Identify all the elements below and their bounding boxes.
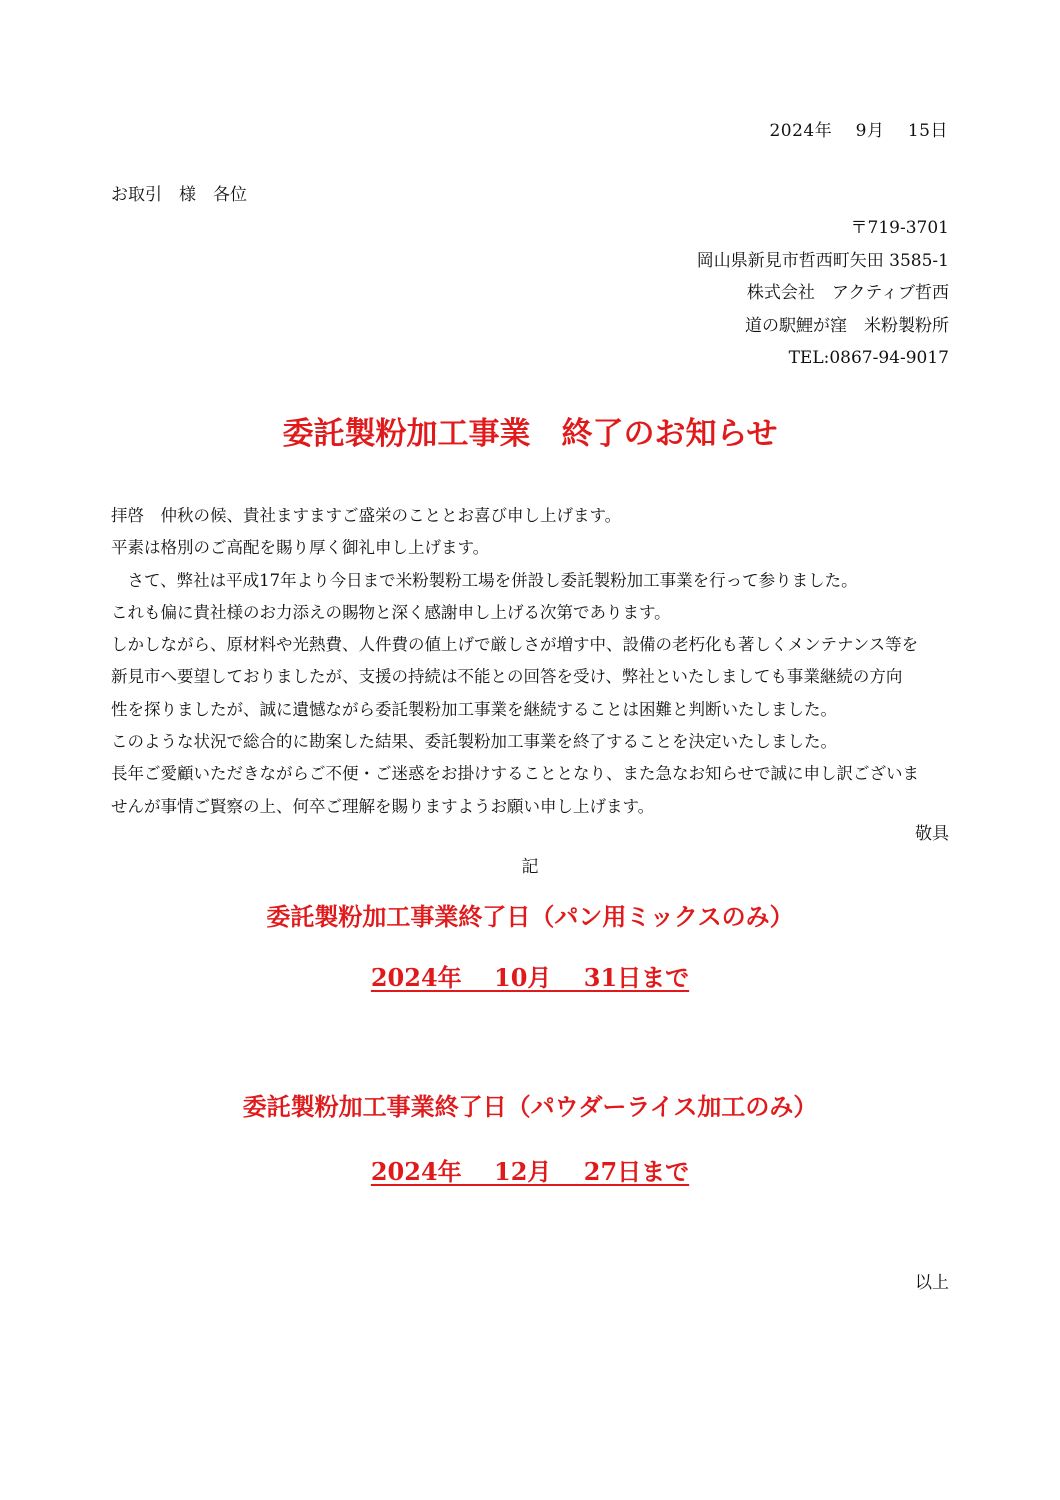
document-title: 委託製粉加工事業 終了のお知らせ — [282, 416, 778, 452]
sender-company: 株式会社 アクティブ哲西 — [746, 283, 949, 303]
body-line: 長年ご愛顧いただきながらご不便・ご迷惑をお掛けすることとなり、また急なお知らせで誠に申し訳ございま — [111, 764, 920, 784]
closing-ijo: 以上 — [915, 1273, 949, 1293]
body-line: しかしながら、原材料や光熱費、人件費の値上げで厳しさが増す中、設備の老朽化も著しくメンテナンス等を — [111, 635, 919, 655]
letter-body — [111, 500, 951, 823]
sender-postal-code: 〒719-3701 — [850, 218, 949, 238]
body-line: さて、弊社は平成17年より今日まで米粉製粉工場を併設し委託製粉加工事業を行って参りました。 — [111, 570, 858, 590]
ki-marker: 記 — [521, 857, 539, 877]
notice-date-bread-mix-text: 2024年 10月 31日まで — [370, 963, 690, 992]
closing-keigu: 敬具 — [915, 824, 949, 844]
body-line: 性を探りましたが、誠に遺憾ながら委託製粉加工事業を継続することは困難と判断いたしました。 — [111, 699, 837, 719]
sender-phone: TEL:0867-94-9017 — [788, 348, 949, 368]
notice-date-powder-rice-text: 2024年 12月 27日まで — [370, 1157, 690, 1186]
body-line: 拝啓 仲秋の候、貴社ますますご盛栄のこととお喜び申し上げます。 — [111, 506, 622, 525]
sender-facility: 道の駅鯉が窪 米粉製粉所 — [745, 315, 949, 336]
body-line: これも偏に貴社様のお力添えの賜物と深く感謝申し上げる次第であります。 — [111, 602, 671, 622]
body-line: 平素は格別のご高配を賜り厚く御礼申し上げます。 — [111, 538, 490, 558]
sender-address: 岡山県新見市哲西町矢田 3585-1 — [696, 250, 949, 271]
letter-date: 2024年 9月 15日 — [769, 121, 948, 141]
notice-heading-powder-rice: 委託製粉加工事業終了日（パウダーライス加工のみ） — [242, 1092, 818, 1121]
addressee: お取引 様 各位 — [111, 185, 247, 205]
notice-heading-bread-mix: 委託製粉加工事業終了日（パン用ミックスのみ） — [266, 902, 794, 931]
notice-date-bread-mix — [0, 958, 1060, 993]
notice-date-powder-rice — [0, 1152, 1060, 1187]
body-line: せんが事情ご賢察の上、何卒ご理解を賜りますようお願い申し上げます。 — [111, 796, 655, 816]
body-line: 新見市へ要望しておりましたが、支援の持続は不能との回答を受け、弊社といたしましても事業継続の方向 — [111, 667, 903, 687]
sender-block — [697, 212, 949, 375]
body-line: このような状況で総合的に勘案した結果、委託製粉加工事業を終了することを決定いたしました。 — [111, 732, 837, 752]
